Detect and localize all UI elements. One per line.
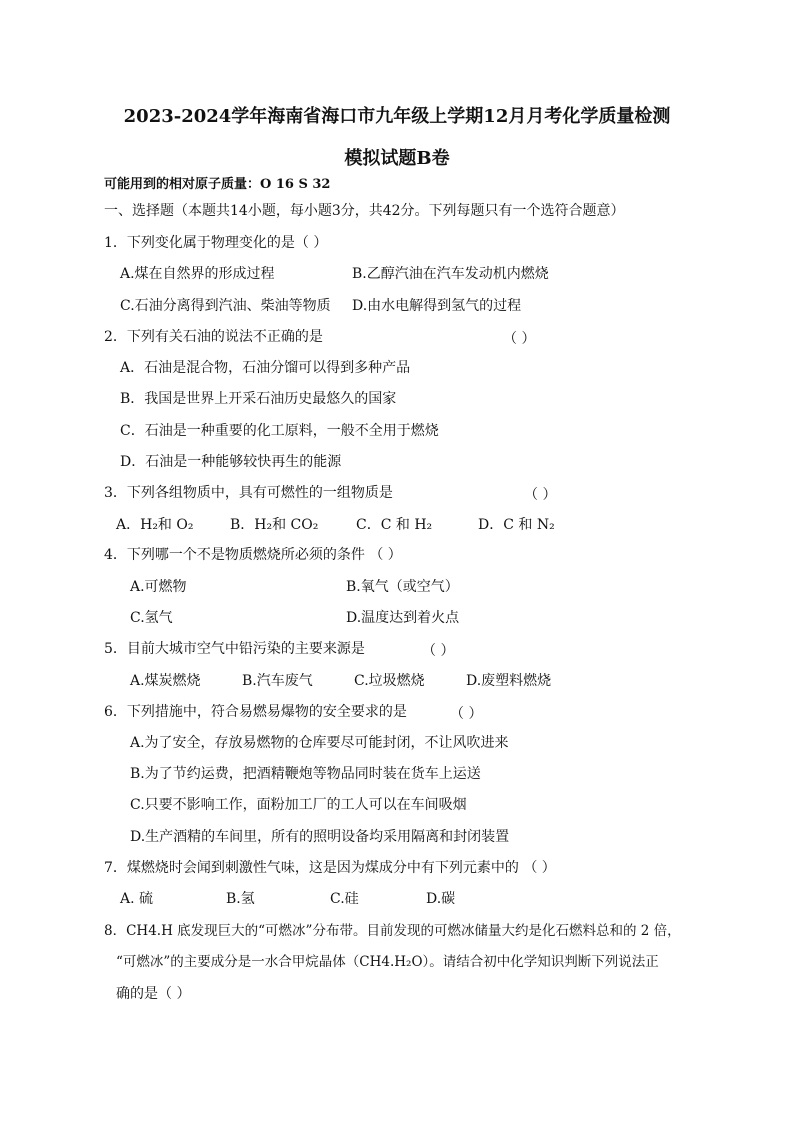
question-4-option-d: D.温度达到着火点: [346, 610, 460, 626]
question-2-answer-blank: （ ）: [503, 331, 536, 347]
question-1-option-b: B.乙醇汽油在汽车发动机内燃烧: [352, 266, 549, 282]
question-7-option-d: D.碳: [426, 891, 456, 907]
question-2-option-a: A．石油是混合物，石油分馏可以得到多种产品: [120, 360, 411, 376]
question-5-answer-blank: （ ）: [422, 643, 455, 659]
question-8-stem-line3: 确的是（ ）: [116, 986, 191, 1002]
section-heading-choice: 一、选择题（本题共14小题，每小题3分，共42分。下列每题只有一个选符合题意）: [104, 203, 625, 219]
question-6-option-d: D.生产酒精的车间里，所有的照明设备均采用隔离和封闭装置: [130, 829, 510, 845]
question-8-stem-line1: 8．CH4.H 底发现巨大的“可燃冰”分布带。目前发现的可燃冰储量大约是化石燃料总和的 2 倍，: [104, 923, 681, 939]
question-2-option-b: B．我国是世界上开采石油历史最悠久的国家: [120, 391, 397, 407]
question-4-option-a: A.可燃物: [130, 579, 187, 595]
question-4-option-c: C.氢气: [130, 610, 173, 626]
question-5-option-d: D.废塑料燃烧: [466, 673, 552, 689]
question-7-stem: 7．煤燃烧时会闻到刺激性气味，这是因为煤成分中有下列元素中的 （ ）: [104, 860, 556, 876]
question-3-option-d: D．C 和 N₂: [478, 517, 555, 533]
question-6-option-b: B.为了节约运费，把酒精鞭炮等物品同时装在货车上运送: [130, 766, 481, 782]
question-3-option-b: B．H₂和 CO₂: [230, 517, 319, 533]
question-3-option-a: A．H₂和 O₂: [116, 517, 194, 533]
question-5-option-b: B.汽车废气: [242, 673, 313, 689]
question-3-stem: 3．下列各组物质中，具有可燃性的一组物质是: [104, 485, 393, 501]
question-2-option-c: C．石油是一种重要的化工原料，一般不全用于燃烧: [120, 423, 439, 439]
question-1-option-c: C.石油分离得到汽油、柴油等物质: [120, 298, 331, 314]
question-6-stem: 6．下列措施中，符合易燃易爆物的安全要求的是: [104, 704, 407, 720]
question-2-option-d: D．石油是一种能够较快再生的能源: [120, 454, 342, 470]
question-3-option-c: C．C 和 H₂: [356, 517, 433, 533]
question-6-option-c: C.只要不影响工作，面粉加工厂的工人可以在车间吸烟: [130, 797, 467, 813]
atomic-masses-note: 可能用到的相对原子质量：O 16 S 32: [104, 177, 331, 192]
question-7-option-b: B.氢: [226, 891, 255, 907]
question-1-option-a: A.煤在自然界的形成过程: [120, 266, 275, 282]
question-4-option-b: B.氧气（或空气）: [346, 579, 459, 595]
question-3-answer-blank: （ ）: [524, 487, 557, 503]
document-title-line2: 模拟试题B卷: [344, 148, 450, 169]
question-6-answer-blank: （ ）: [450, 706, 483, 722]
question-1-stem: 1．下列变化属于物理变化的是（ ）: [104, 235, 328, 251]
question-4-stem: 4．下列哪一个不是物质燃烧所必须的条件 （ ）: [104, 547, 402, 563]
question-2-stem: 2．下列有关石油的说法不正确的是: [104, 329, 323, 345]
question-7-option-c: C.硅: [330, 891, 359, 907]
question-8-stem-line2: “可燃冰”的主要成分是一水合甲烷晶体（CH4.H₂O）。请结合初中化学知识判断下列说法正: [116, 954, 659, 970]
question-5-option-a: A.煤炭燃烧: [130, 673, 201, 689]
question-5-option-c: C.垃圾燃烧: [354, 673, 425, 689]
question-5-stem: 5．目前大城市空气中铅污染的主要来源是: [104, 641, 365, 657]
question-7-option-a: A. 硫: [120, 891, 154, 907]
document-title-line1: 2023-2024学年海南省海口市九年级上学期12月月考化学质量检测: [123, 106, 671, 127]
question-6-option-a: A.为了安全，存放易燃物的仓库要尽可能封闭，不让风吹进来: [130, 735, 509, 751]
question-1-option-d: D.由水电解得到氢气的过程: [352, 298, 522, 314]
